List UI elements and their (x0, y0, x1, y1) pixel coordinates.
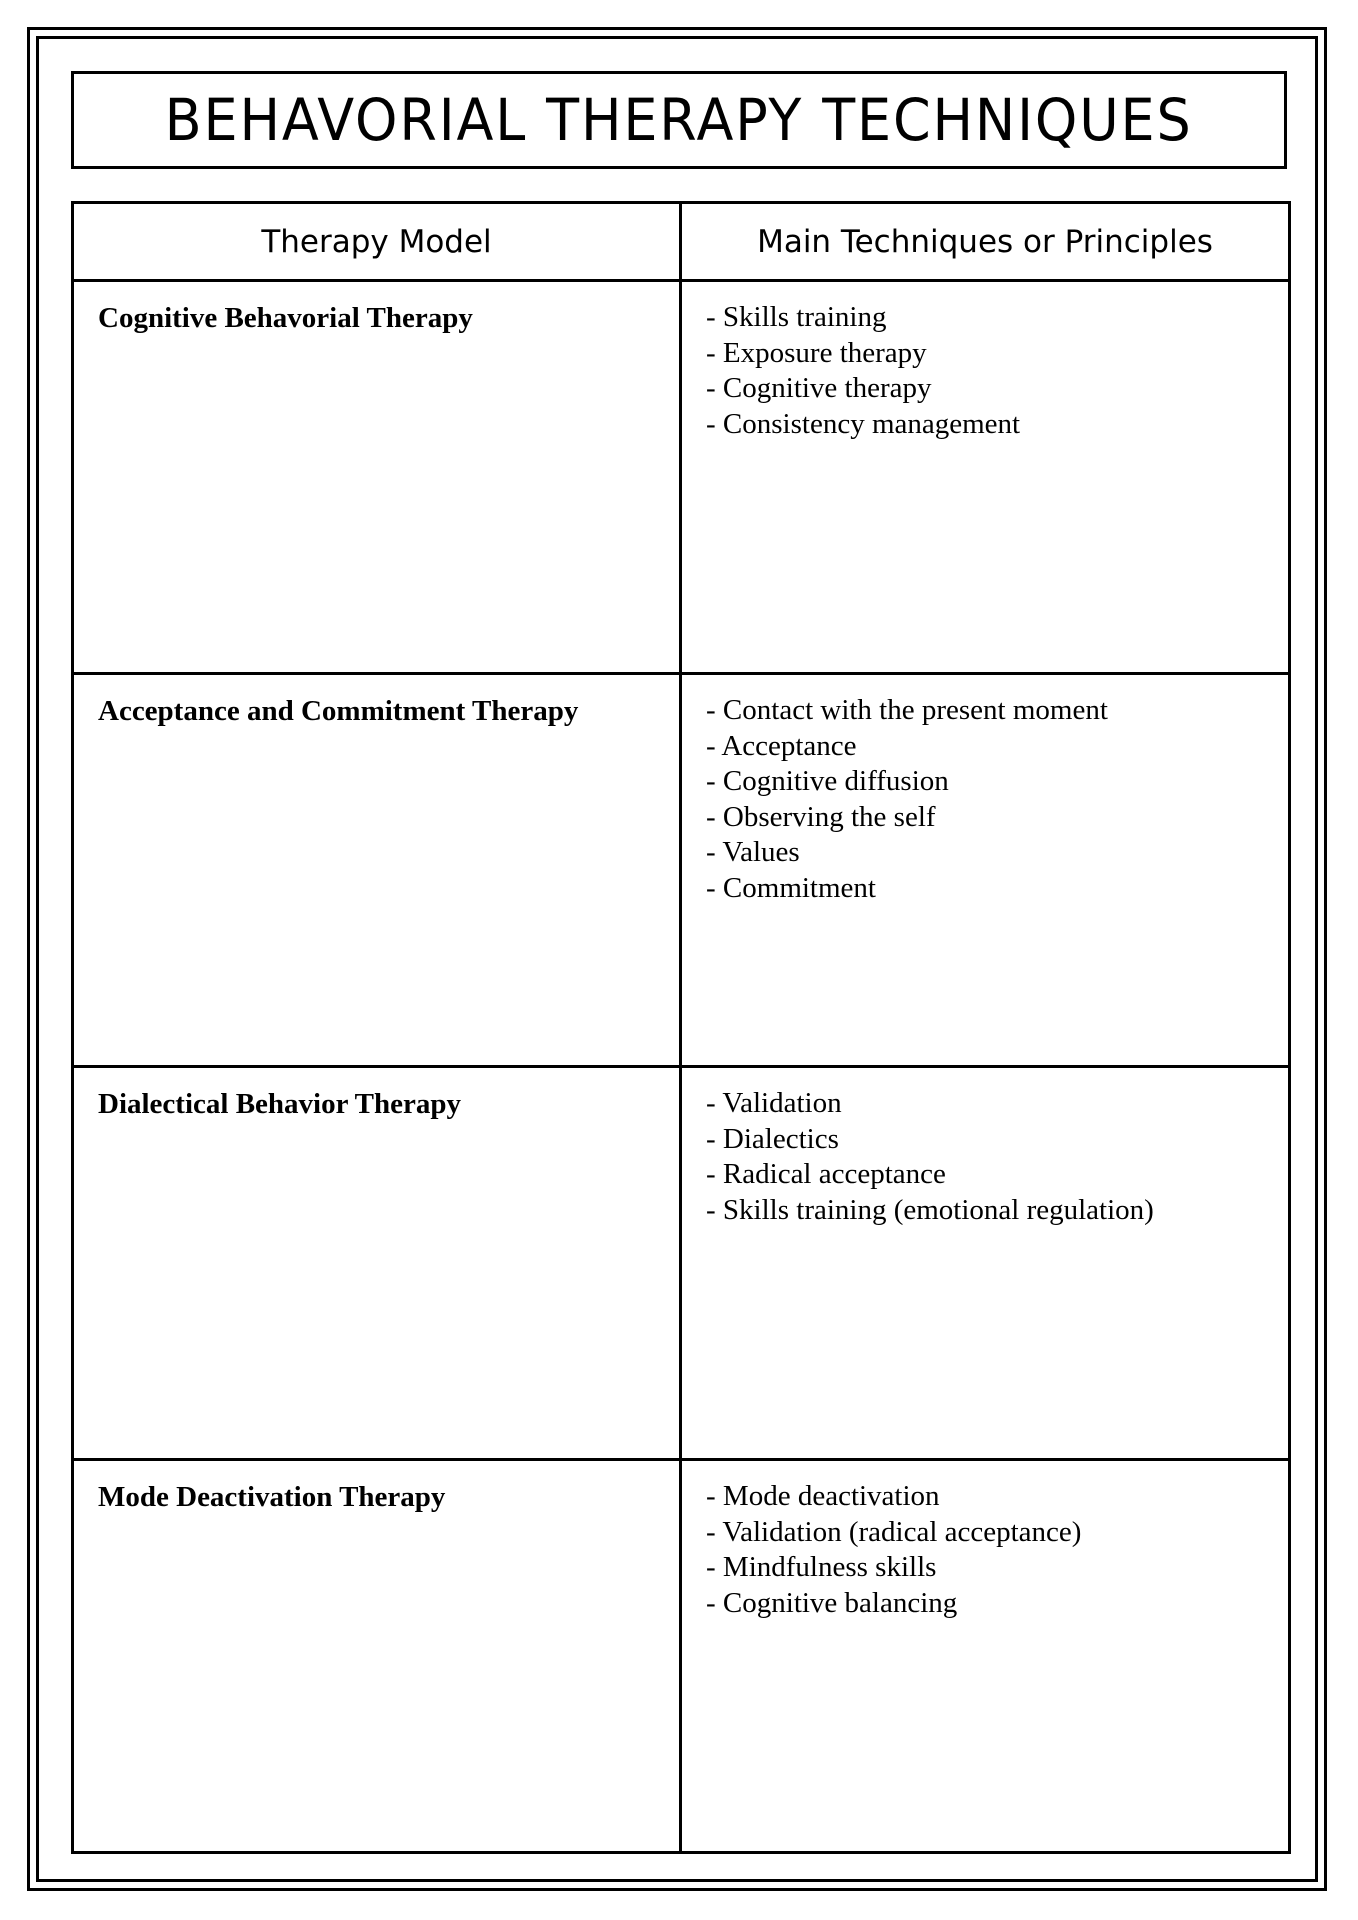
technique-item: - Validation (radical acceptance) (706, 1515, 1288, 1551)
technique-item: - Exposure therapy (706, 336, 1288, 372)
technique-item: - Observing the self (706, 800, 1288, 836)
table-row (73, 674, 1290, 1067)
therapy-model-name: Cognitive Behavorial Therapy (98, 302, 473, 334)
table-row (73, 1067, 1290, 1460)
technique-item: - Cognitive balancing (706, 1586, 1288, 1622)
table-header-row (73, 203, 1290, 281)
techniques-cell (681, 674, 1290, 1067)
therapy-model-cell (73, 281, 681, 674)
technique-item: - Values (706, 835, 1288, 871)
techniques-list (682, 282, 1288, 442)
table-row (73, 281, 1290, 674)
techniques-cell (681, 1460, 1290, 1853)
technique-item: - Cognitive diffusion (706, 764, 1288, 800)
techniques-cell (681, 281, 1290, 674)
therapy-model-name: Acceptance and Commitment Therapy (98, 695, 579, 727)
therapy-model-cell (73, 674, 681, 1067)
therapy-model-name: Dialectical Behavior Therapy (98, 1088, 462, 1120)
technique-item: - Validation (706, 1086, 1288, 1122)
therapy-model-cell (73, 1067, 681, 1460)
technique-item: - Mode deactivation (706, 1479, 1288, 1515)
technique-item: - Commitment (706, 871, 1288, 907)
technique-item: - Dialectics (706, 1122, 1288, 1158)
title-box (71, 71, 1287, 169)
page-title: BEHAVORIAL THERAPY TECHNIQUES (165, 86, 1193, 154)
technique-item: - Mindfulness skills (706, 1550, 1288, 1586)
technique-item: - Contact with the present moment (706, 693, 1288, 729)
therapy-model-name: Mode Deactivation Therapy (98, 1481, 446, 1513)
techniques-list (682, 1068, 1288, 1228)
technique-item: - Consistency management (706, 407, 1288, 443)
technique-item: - Skills training (emotional regulation) (706, 1193, 1288, 1229)
therapy-model-cell (73, 1460, 681, 1853)
techniques-list (682, 1461, 1288, 1621)
techniques-cell (681, 1067, 1290, 1460)
technique-item: - Radical acceptance (706, 1157, 1288, 1193)
technique-item: - Acceptance (706, 729, 1288, 765)
header-therapy-model: Therapy Model (73, 203, 681, 281)
table-row (73, 1460, 1290, 1853)
techniques-list (682, 675, 1288, 906)
header-main-techniques: Main Techniques or Principles (681, 203, 1290, 281)
technique-item: - Cognitive therapy (706, 371, 1288, 407)
techniques-table (71, 201, 1291, 1854)
technique-item: - Skills training (706, 300, 1288, 336)
